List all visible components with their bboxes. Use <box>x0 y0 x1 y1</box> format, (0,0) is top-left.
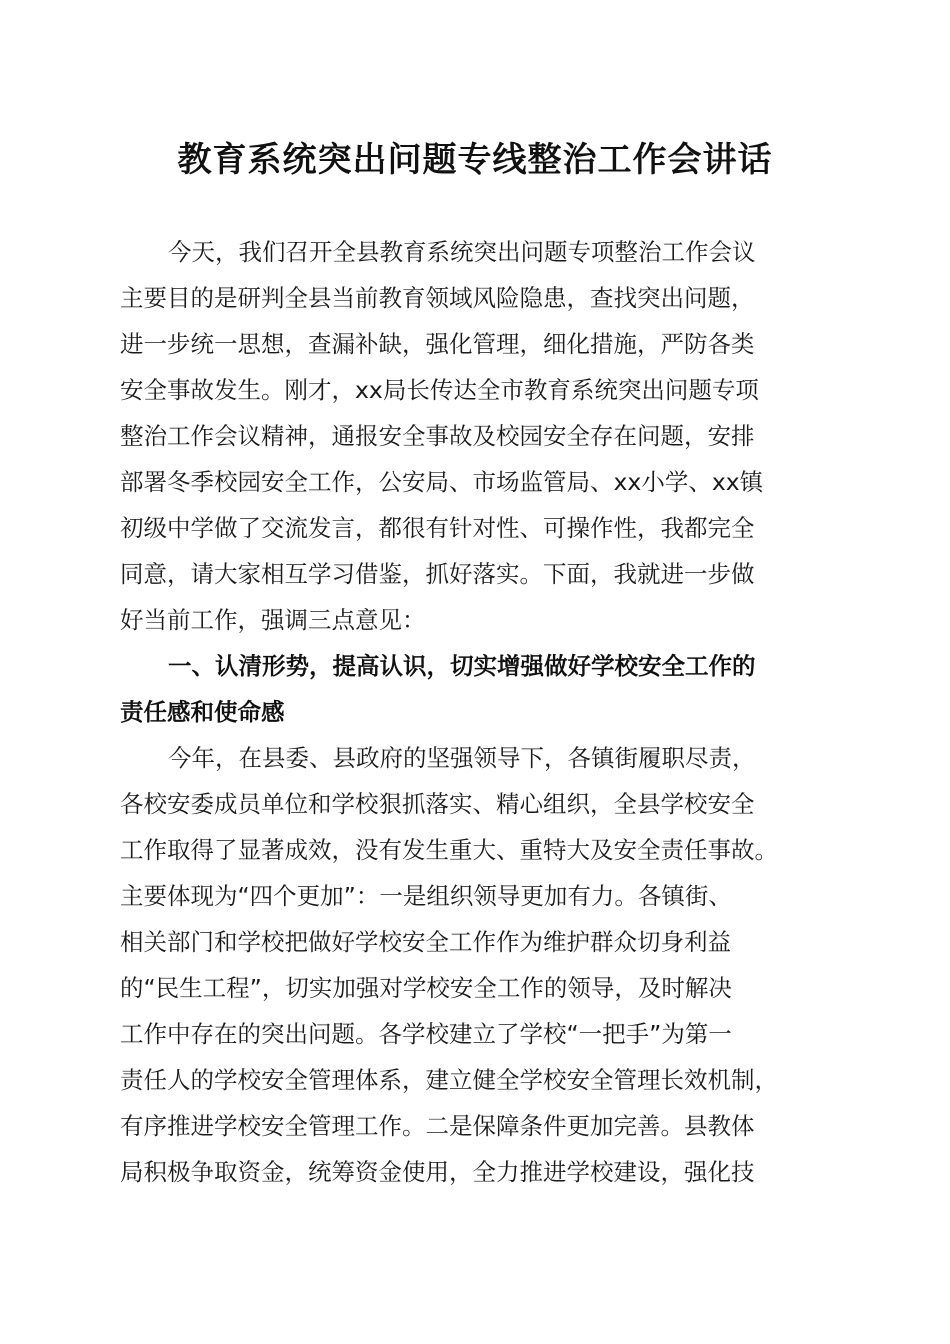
paragraph-line: 同意，请大家相互学习借鉴，抓好落实。下面，我就进一步做 <box>120 560 755 588</box>
paragraph-line: 部署冬季校园安全工作，公安局、市场监管局、xx小学、xx镇 <box>120 468 764 496</box>
section-heading: 责任感和使命感 <box>120 698 285 726</box>
paragraph-line: 各校安委成员单位和学校狠抓落实、精心组织，全县学校安全 <box>120 790 755 818</box>
paragraph-line: 整治工作会议精神，通报安全事故及校园安全存在问题，安排 <box>120 422 755 450</box>
paragraph-line: 主要体现为“四个更加”：一是组织领导更加有力。各镇街、 <box>120 882 732 910</box>
paragraph-line: 今年，在县委、县政府的坚强领导下，各镇街履职尽责， <box>168 744 756 772</box>
paragraph-line: 责任人的学校安全管理体系，建立健全学校安全管理长效机制， <box>120 1066 778 1094</box>
document-title: 教育系统突出问题专线整治工作会讲话 <box>177 140 773 180</box>
paragraph-line: 安全事故发生。刚才，xx局长传达全市教育系统突出问题专项 <box>120 376 759 404</box>
paragraph-line: 主要目的是研判全县当前教育领域风险隐患，查找突出问题， <box>120 284 755 312</box>
paragraph-line: 今天，我们召开全县教育系统突出问题专项整治工作会议 <box>168 238 756 266</box>
paragraph-line: 初级中学做了交流发言，都很有针对性、可操作性，我都完全 <box>120 514 755 542</box>
section-heading: 一、认清形势，提高认识，切实增强做好学校安全工作的 <box>168 652 756 680</box>
paragraph-line: 工作中存在的突出问题。各学校建立了学校“一把手”为第一 <box>120 1020 732 1048</box>
paragraph-line: 的“民生工程”，切实加强对学校安全工作的领导，及时解决 <box>120 974 732 1002</box>
paragraph-line: 进一步统一思想，查漏补缺，强化管理，细化措施，严防各类 <box>120 330 755 358</box>
paragraph-line: 好当前工作，强调三点意见： <box>120 606 426 634</box>
paragraph-line: 有序推进学校安全管理工作。二是保障条件更加完善。县教体 <box>120 1112 755 1140</box>
paragraph-line: 工作取得了显著成效，没有发生重大、重特大及安全责任事故。 <box>120 836 778 864</box>
paragraph-line: 局积极争取资金，统筹资金使用，全力推进学校建设，强化技 <box>120 1158 755 1186</box>
paragraph-line: 相关部门和学校把做好学校安全工作作为维护群众切身利益 <box>120 928 731 956</box>
